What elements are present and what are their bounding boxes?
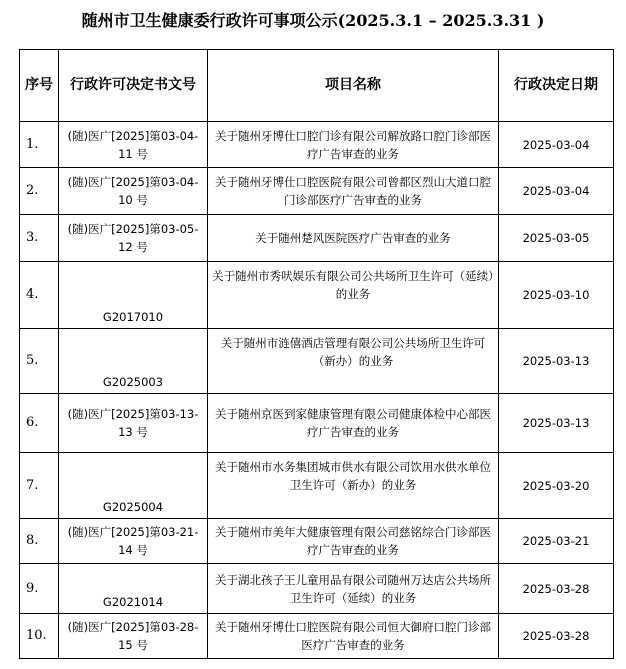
row-doc-no: (随)医广[2025]第03-04-10 号 — [59, 168, 208, 215]
table-row — [20, 519, 614, 564]
row-doc-no: G2025003 — [59, 329, 208, 394]
table-row — [20, 394, 614, 453]
header-date: 行政决定日期 — [499, 50, 614, 122]
row-project: 关于随州京医到家健康管理有限公司健康体检中心部医疗广告审查的业务 — [208, 394, 499, 453]
table-row — [20, 215, 614, 262]
table-header-row — [20, 50, 614, 122]
row-date: 2025-03-04 — [499, 122, 614, 168]
row-seq: 8. — [20, 519, 59, 564]
header-project: 项目名称 — [208, 50, 499, 122]
row-project: 关于随州牙博仕口腔医院有限公司曾都区烈山大道口腔门诊部医疗广告审查的业务 — [208, 168, 499, 215]
row-date: 2025-03-28 — [499, 564, 614, 614]
row-project: 关于随州市涟僖酒店管理有限公司公共场所卫生许可（新办）的业务 — [208, 329, 499, 394]
row-doc-no: G2017010 — [59, 262, 208, 329]
row-project: 关于随州市美年大健康管理有限公司慈铭综合门诊部医疗广告审查的业务 — [208, 519, 499, 564]
row-seq: 4. — [20, 262, 59, 329]
row-seq: 1. — [20, 122, 59, 168]
table-row — [20, 614, 614, 659]
table-row — [20, 564, 614, 614]
row-seq: 3. — [20, 215, 59, 262]
row-seq: 10. — [20, 614, 59, 659]
row-date: 2025-03-04 — [499, 168, 614, 215]
table-row — [20, 453, 614, 519]
row-seq: 7. — [20, 453, 59, 519]
row-date: 2025-03-21 — [499, 519, 614, 564]
row-doc-no: G2025004 — [59, 453, 208, 519]
row-doc-no: (随)医广[2025]第03-04-11 号 — [59, 122, 208, 168]
row-project: 关于随州市水务集团城市供水有限公司饮用水供水单位卫生许可（新办）的业务 — [208, 453, 499, 519]
row-project: 关于随州牙博仕口腔医院有限公司恒大御府口腔门诊部医疗广告审查的业务 — [208, 614, 499, 659]
row-project: 关于随州牙博仕口腔门诊有限公司解放路口腔门诊部医疗广告审查的业务 — [208, 122, 499, 168]
row-doc-no: (随)医广[2025]第03-28-15 号 — [59, 614, 208, 659]
page-title: 随州市卫生健康委行政许可事项公示(2025.3.1 – 2025.3.31 ) — [81, 11, 545, 30]
row-date: 2025-03-20 — [499, 453, 614, 519]
row-project: 关于湖北孩子王儿童用品有限公司随州万达店公共场所卫生许可（延续）的业务 — [208, 564, 499, 614]
permit-table — [19, 49, 614, 659]
table-row — [20, 122, 614, 168]
header-doc-no: 行政许可决定书文号 — [59, 50, 208, 122]
row-date: 2025-03-13 — [499, 394, 614, 453]
row-doc-no: (随)医广[2025]第03-05-12 号 — [59, 215, 208, 262]
row-seq: 6. — [20, 394, 59, 453]
row-project: 关于随州楚风医院医疗广告审查的业务 — [208, 215, 499, 262]
row-seq: 9. — [20, 564, 59, 614]
row-date: 2025-03-28 — [499, 614, 614, 659]
row-date: 2025-03-13 — [499, 329, 614, 394]
header-seq: 序号 — [20, 50, 59, 122]
row-date: 2025-03-05 — [499, 215, 614, 262]
row-seq: 5. — [20, 329, 59, 394]
row-seq: 2. — [20, 168, 59, 215]
row-doc-no: G2021014 — [59, 564, 208, 614]
table-row — [20, 168, 614, 215]
row-doc-no: (随)医广[2025]第03-21-14 号 — [59, 519, 208, 564]
row-project: 关于随州市秀吠娱乐有限公司公共场所卫生许可（延续）的业务 — [208, 262, 499, 329]
table-row — [20, 262, 614, 329]
row-doc-no: (随)医广[2025]第03-13-13 号 — [59, 394, 208, 453]
row-date: 2025-03-10 — [499, 262, 614, 329]
table-row — [20, 329, 614, 394]
